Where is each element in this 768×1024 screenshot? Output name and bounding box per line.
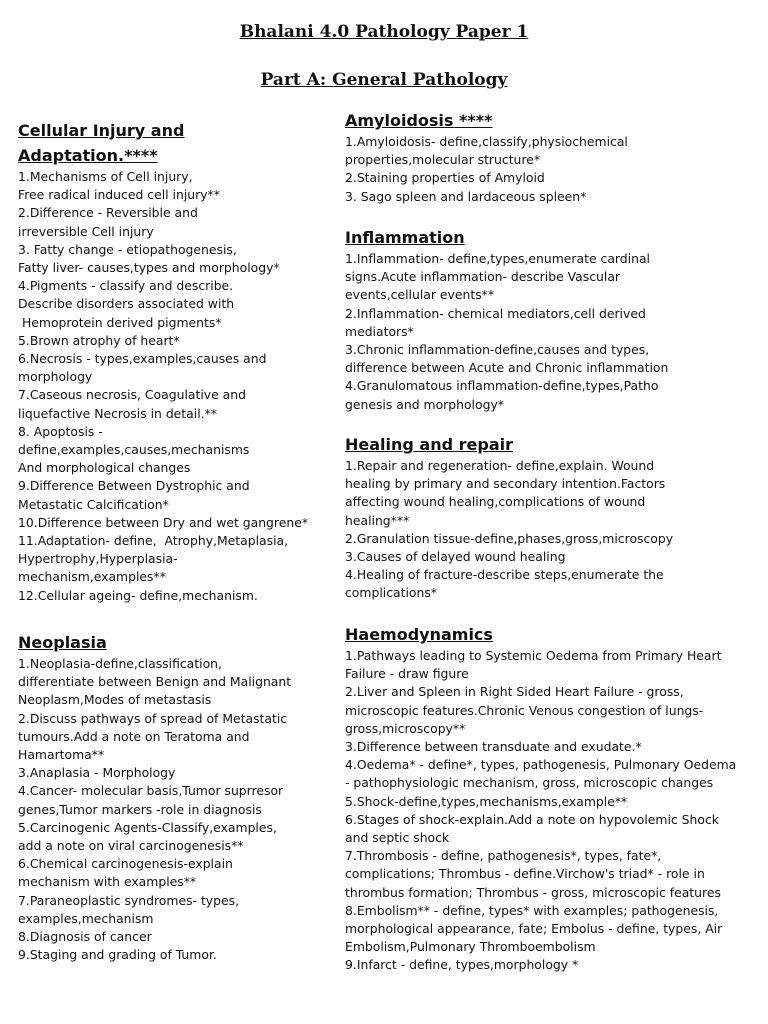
section-line: differentiate between Benign and Malignant [18,674,292,690]
section-line: 8.Diagnosis of cancer [18,929,152,945]
section-line: Hypertrophy,Hyperplasia- [18,551,178,567]
section-line: 5.Carcinogenic Agents-Classify,examples, [18,819,277,835]
section-line: morphology [18,369,93,385]
section-line: 11.Adaptation- define, Atrophy,Metaplasia, [18,533,289,549]
section-haemodynamics [345,622,750,975]
section-neoplasia [18,630,330,964]
section-line: 3.Chronic inflammation-define,causes and types, [345,342,650,358]
section-line: liquefactive Necrosis in detail.** [18,405,217,421]
section-line: 3. Sago spleen and lardaceous spleen* [345,188,587,204]
section-line: 8.Embolism** - define, types* with examples; pathogenesis, [345,902,719,918]
section-cellular-injury [18,118,330,605]
section-line: mechanism,examples** [18,569,166,585]
section-line: examples,mechanism [18,910,154,926]
section-line: difference between Acute and Chronic inflammation [345,360,669,376]
section-heading: Cellular Injury and [18,121,185,140]
section-line: Failure - draw figure [345,666,469,682]
section-line: 5.Shock-define,types,mechanisms,example** [345,793,628,809]
section-line: Fatty liver- causes,types and morphology* [18,260,280,276]
section-heading: Inflammation [345,228,465,247]
section-line: and septic shock [345,830,450,846]
section-line: 6.Necrosis - types,examples,causes and [18,351,267,367]
section-line: 6.Chemical carcinogenesis-explain [18,856,233,872]
section-line: Hemoprotein derived pigments* [18,314,222,330]
section-line: Hamartoma** [18,747,105,763]
section-line: 4.Cancer- molecular basis,Tumor suprresor [18,783,284,799]
section-line: tumours.Add a note on Teratoma and [18,728,250,744]
section-healing-repair [345,432,750,603]
section-line: 3.Difference between transduate and exudate.* [345,739,642,755]
section-line: 3. Fatty change - etiopathogenesis, [18,241,237,257]
section-line: 4.Healing of fracture-describe steps,enumerate the [345,567,664,583]
section-line: 9.Difference Between Dystrophic and [18,478,250,494]
section-line: 10.Difference between Dry and wet gangrene* [18,514,309,530]
section-line: thrombus formation; Thrombus - gross, microscopic features [345,884,721,900]
section-line: 1.Repair and regeneration- define,explain. Wound [345,458,655,473]
section-inflammation [345,225,750,414]
section-line: irreversible Cell injury [18,223,154,239]
section-line: Free radical induced cell injury** [18,187,220,203]
section-line: mechanism with examples** [18,874,197,890]
section-line: 3.Causes of delayed wound healing [345,549,566,565]
section-line: And morphological changes [18,460,191,476]
section-line: 2.Inflammation- chemical mediators,cell derived [345,305,646,321]
section-line: 4.Pigments - classify and describe. [18,278,234,294]
section-heading: Adaptation.**** [18,146,158,165]
section-line: healing*** [345,512,410,528]
section-line: 9.Infarct - define, types,morphology * [345,957,579,973]
section-line: 9.Staging and grading of Tumor. [18,947,217,963]
section-line: mediators* [345,323,414,339]
section-line: genesis and morphology* [345,396,504,412]
section-line: 2.Granulation tissue-define,phases,gross,microscopy [345,530,674,546]
section-line: 4.Granulomatous inflammation-define,types,Patho [345,378,659,394]
section-heading: Neoplasia [18,633,107,652]
section-line: 7.Thrombosis - define, pathogenesis*, types, fate*, [345,848,662,864]
section-line: 1.Pathways leading to Systemic Oedema from Primary Heart [345,648,722,663]
section-heading: Healing and repair [345,435,513,454]
section-line: affecting wound healing,complications of wound [345,494,646,510]
section-line: Describe disorders associated with [18,296,235,312]
section-line: 8. Apoptosis - [18,423,103,439]
section-line: 1.Neoplasia-define,classification, [18,656,222,671]
section-line: define,examples,causes,mechanisms [18,442,250,458]
section-line: - pathophysiologic mechanism, gross, microscopic changes [345,775,714,791]
section-line: 2.Discuss pathways of spread of Metastatic [18,710,288,726]
section-line: healing by primary and secondary intention.Factors [345,476,666,492]
section-line: Neoplasm,Modes of metastasis [18,692,212,708]
section-heading: Haemodynamics [345,625,493,644]
section-line: 2.Liver and Spleen in Right Sided Heart Failure - gross, [345,684,684,700]
section-heading: Amyloidosis **** [345,111,493,130]
section-line: 3.Anaplasia - Morphology [18,765,176,781]
section-line: properties,molecular structure* [345,152,541,168]
section-line: microscopic features.Chronic Venous congestion of lungs- [345,702,704,718]
section-line: 7.Paraneoplastic syndromes- types, [18,892,240,908]
section-line: 12.Cellular ageing- define,mechanism. [18,587,258,603]
section-line: 7.Caseous necrosis, Coagulative and [18,387,246,403]
document-title: Bhalani 4.0 Pathology Paper 1 [239,22,529,42]
section-line: complications; Thrombus - define.Virchow's triad* - role in [345,866,705,882]
section-line: complications* [345,585,438,601]
section-line: events,cellular events** [345,287,495,303]
section-line: 6.Stages of shock-explain.Add a note on hypovolemic Shock [345,811,719,827]
part-title: Part A: General Pathology [260,70,508,90]
section-line: gross,microscopy** [345,720,466,736]
section-line: signs.Acute inflammation- describe Vascular [345,269,621,285]
section-line: morphological appearance, fate; Embolus - define, types, Air [345,921,723,937]
section-line: 5.Brown atrophy of heart* [18,332,180,348]
section-line: Metastatic Calcification* [18,496,169,512]
section-line: 4.Oedema* - define*, types, pathogenesis, Pulmonary Oedema [345,757,737,773]
section-line: 1.Mechanisms of Cell injury, [18,169,193,184]
section-amyloidosis [345,108,750,206]
section-line: Embolism,Pulmonary Thromboembolism [345,939,596,955]
section-line: 1.Inflammation- define,types,enumerate cardinal [345,251,650,266]
section-line: 2.Difference - Reversible and [18,205,198,221]
section-line: add a note on viral carcinogenesis** [18,838,244,854]
section-line: genes,Tumor markers -role in diagnosis [18,801,262,817]
section-line: 1.Amyloidosis- define,classify,physiochemical [345,134,628,149]
section-line: 2.Staining properties of Amyloid [345,170,545,186]
